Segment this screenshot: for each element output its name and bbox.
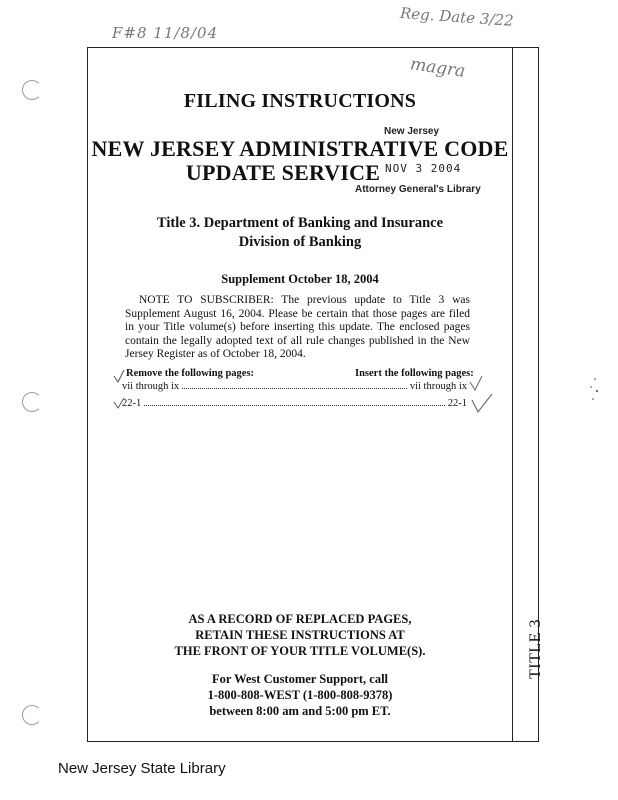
footer-library-label: New Jersey State Library [58, 760, 226, 777]
spine-label: TITLE 3 [527, 619, 544, 679]
scan-speckle-icon [585, 375, 605, 405]
remove-pages-header: Remove the following pages: [126, 368, 255, 379]
handwritten-initials: magra [408, 54, 467, 82]
supplement-date: Supplement October 18, 2004 [221, 272, 379, 286]
filing-instructions-title: FILING INSTRUCTIONS [183, 90, 417, 112]
table-row [122, 398, 467, 409]
handwritten-reg-date: Reg. Date 3/22 [399, 4, 515, 30]
code-title-line2: UPDATE SERVICE [185, 160, 381, 185]
stamp-new-jersey: New Jersey [384, 126, 440, 137]
stamp-date: NOV 3 2004 [385, 162, 462, 175]
remove-pages-value: 22-1 [122, 398, 142, 409]
insert-pages-value: vii through ix [409, 381, 467, 392]
title-division: Division of Banking [238, 234, 362, 250]
punch-hole-middle [22, 392, 42, 412]
insert-pages-header: Insert the following pages: [355, 368, 474, 379]
record-note-line2: RETAIN THESE INSTRUCTIONS AT [195, 628, 405, 642]
remove-pages-value: vii through ix [122, 381, 180, 392]
stamp-library: Attorney General's Library [355, 184, 481, 195]
code-title-line1: NEW JERSEY ADMINISTRATIVE CODE [91, 136, 509, 161]
dot-leader [182, 388, 407, 389]
support-phone: 1-800-808-WEST (1-800-808-9378) [207, 688, 393, 702]
insert-pages-value: 22-1 [447, 398, 467, 409]
record-note-line3: THE FRONT OF YOUR TITLE VOLUME(S). [174, 644, 426, 658]
note-to-subscriber: NOTE TO SUBSCRIBER: The previous update to Title 3 was Supplement August 16, 2004. Please be certain that those pages are filed in your Title volume(s) before inserting this update. The enclosed pages contain the legally adopted text of all rule changes published in the New Jersey Register as of October 18, 2004. [125, 294, 470, 361]
checkmark-icon [112, 368, 126, 414]
record-note-line1: AS A RECORD OF REPLACED PAGES, [188, 612, 412, 626]
table-row [122, 381, 467, 392]
handwritten-filing-note: F#8 11/8/04 [112, 24, 219, 42]
title-department: Title 3. Department of Banking and Insurance [156, 215, 444, 231]
punch-hole-top [22, 80, 42, 100]
checkmark-icon [468, 374, 494, 414]
support-line1: For West Customer Support, call [211, 672, 389, 686]
punch-hole-bottom [22, 705, 42, 725]
dot-leader [144, 405, 445, 406]
support-hours: between 8:00 am and 5:00 pm ET. [209, 704, 391, 718]
